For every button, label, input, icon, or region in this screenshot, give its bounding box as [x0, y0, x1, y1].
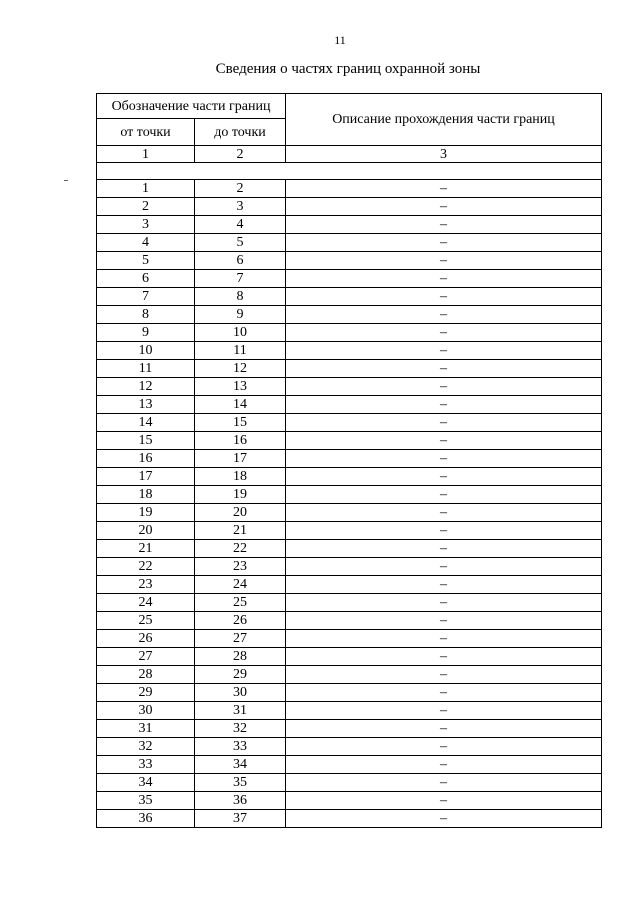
description-cell: – [286, 306, 602, 324]
from-point-cell: 14 [97, 414, 195, 432]
table-row [97, 306, 602, 324]
description-cell: – [286, 504, 602, 522]
table-row [97, 468, 602, 486]
from-point-cell: 15 [97, 432, 195, 450]
header-row-1 [97, 94, 602, 119]
from-point-cell: 11 [97, 360, 195, 378]
from-point-cell: 4 [97, 234, 195, 252]
description-cell: – [286, 522, 602, 540]
from-point-cell: 29 [97, 684, 195, 702]
header-to-point: до точки [195, 119, 286, 146]
to-point-cell: 24 [195, 576, 286, 594]
description-cell: – [286, 648, 602, 666]
blank-separator-row [97, 163, 602, 180]
to-point-cell: 32 [195, 720, 286, 738]
description-cell: – [286, 216, 602, 234]
column-number-2: 2 [195, 146, 286, 163]
table-row [97, 558, 602, 576]
from-point-cell: 27 [97, 648, 195, 666]
from-point-cell: 30 [97, 702, 195, 720]
from-point-cell: 32 [97, 738, 195, 756]
table-row [97, 486, 602, 504]
from-point-cell: 35 [97, 792, 195, 810]
table-row [97, 378, 602, 396]
to-point-cell: 30 [195, 684, 286, 702]
table-row [97, 810, 602, 828]
table-row [97, 684, 602, 702]
table-row [97, 522, 602, 540]
description-cell: – [286, 702, 602, 720]
description-cell: – [286, 360, 602, 378]
to-point-cell: 23 [195, 558, 286, 576]
header-boundary-description: Описание прохождения части границ [286, 94, 602, 146]
to-point-cell: 19 [195, 486, 286, 504]
to-point-cell: 8 [195, 288, 286, 306]
description-cell: – [286, 486, 602, 504]
from-point-cell: 34 [97, 774, 195, 792]
table-row [97, 270, 602, 288]
from-point-cell: 13 [97, 396, 195, 414]
from-point-cell: 7 [97, 288, 195, 306]
table-row [97, 774, 602, 792]
table-row [97, 252, 602, 270]
to-point-cell: 7 [195, 270, 286, 288]
to-point-cell: 6 [195, 252, 286, 270]
to-point-cell: 36 [195, 792, 286, 810]
to-point-cell: 22 [195, 540, 286, 558]
from-point-cell: 23 [97, 576, 195, 594]
to-point-cell: 10 [195, 324, 286, 342]
description-cell: – [286, 810, 602, 828]
from-point-cell: 17 [97, 468, 195, 486]
from-point-cell: 3 [97, 216, 195, 234]
to-point-cell: 37 [195, 810, 286, 828]
to-point-cell: 33 [195, 738, 286, 756]
description-cell: – [286, 234, 602, 252]
description-cell: – [286, 738, 602, 756]
description-cell: – [286, 198, 602, 216]
from-point-cell: 24 [97, 594, 195, 612]
description-cell: – [286, 756, 602, 774]
document-title: Сведения о частях границ охранной зоны [215, 61, 481, 77]
table-row [97, 216, 602, 234]
table-row [97, 630, 602, 648]
description-cell: – [286, 666, 602, 684]
description-cell: – [286, 594, 602, 612]
description-cell: – [286, 720, 602, 738]
table-row [97, 324, 602, 342]
table-row [97, 666, 602, 684]
description-cell: – [286, 612, 602, 630]
to-point-cell: 35 [195, 774, 286, 792]
description-cell: – [286, 324, 602, 342]
header-boundary-designation: Обозначение части границ [97, 94, 286, 119]
table-row [97, 648, 602, 666]
to-point-cell: 13 [195, 378, 286, 396]
from-point-cell: 22 [97, 558, 195, 576]
boundary-parts-table [96, 93, 602, 828]
table-row [97, 360, 602, 378]
from-point-cell: 5 [97, 252, 195, 270]
column-number-3: 3 [286, 146, 602, 163]
table-row [97, 738, 602, 756]
to-point-cell: 11 [195, 342, 286, 360]
to-point-cell: 18 [195, 468, 286, 486]
description-cell: – [286, 540, 602, 558]
from-point-cell: 2 [97, 198, 195, 216]
table-row [97, 396, 602, 414]
header-from-point: от точки [97, 119, 195, 146]
to-point-cell: 5 [195, 234, 286, 252]
description-cell: – [286, 378, 602, 396]
blank-separator-cell [97, 163, 602, 180]
table-row [97, 288, 602, 306]
to-point-cell: 9 [195, 306, 286, 324]
from-point-cell: 16 [97, 450, 195, 468]
to-point-cell: 14 [195, 396, 286, 414]
to-point-cell: 17 [195, 450, 286, 468]
from-point-cell: 9 [97, 324, 195, 342]
description-cell: – [286, 468, 602, 486]
to-point-cell: 28 [195, 648, 286, 666]
to-point-cell: 4 [195, 216, 286, 234]
table-row [97, 792, 602, 810]
to-point-cell: 12 [195, 360, 286, 378]
from-point-cell: 28 [97, 666, 195, 684]
to-point-cell: 21 [195, 522, 286, 540]
table-row [97, 342, 602, 360]
to-point-cell: 31 [195, 702, 286, 720]
column-number-1: 1 [97, 146, 195, 163]
description-cell: – [286, 252, 602, 270]
to-point-cell: 20 [195, 504, 286, 522]
to-point-cell: 27 [195, 630, 286, 648]
column-number-row [97, 146, 602, 163]
scan-mark [64, 180, 68, 181]
to-point-cell: 26 [195, 612, 286, 630]
description-cell: – [286, 432, 602, 450]
table-row [97, 720, 602, 738]
from-point-cell: 18 [97, 486, 195, 504]
from-point-cell: 19 [97, 504, 195, 522]
table-row [97, 414, 602, 432]
from-point-cell: 26 [97, 630, 195, 648]
table-row [97, 756, 602, 774]
to-point-cell: 16 [195, 432, 286, 450]
table-row [97, 594, 602, 612]
description-cell: – [286, 576, 602, 594]
from-point-cell: 8 [97, 306, 195, 324]
table-row [97, 432, 602, 450]
page-number: 11 [334, 33, 346, 47]
from-point-cell: 21 [97, 540, 195, 558]
from-point-cell: 25 [97, 612, 195, 630]
description-cell: – [286, 630, 602, 648]
table-row [97, 180, 602, 198]
to-point-cell: 29 [195, 666, 286, 684]
from-point-cell: 6 [97, 270, 195, 288]
from-point-cell: 12 [97, 378, 195, 396]
to-point-cell: 34 [195, 756, 286, 774]
table-row [97, 540, 602, 558]
description-cell: – [286, 342, 602, 360]
table-row [97, 198, 602, 216]
description-cell: – [286, 792, 602, 810]
description-cell: – [286, 558, 602, 576]
table-row [97, 612, 602, 630]
description-cell: – [286, 450, 602, 468]
table-row [97, 504, 602, 522]
description-cell: – [286, 414, 602, 432]
description-cell: – [286, 774, 602, 792]
from-point-cell: 1 [97, 180, 195, 198]
from-point-cell: 20 [97, 522, 195, 540]
table-row [97, 702, 602, 720]
from-point-cell: 36 [97, 810, 195, 828]
from-point-cell: 31 [97, 720, 195, 738]
description-cell: – [286, 270, 602, 288]
description-cell: – [286, 288, 602, 306]
to-point-cell: 3 [195, 198, 286, 216]
table-row [97, 576, 602, 594]
to-point-cell: 2 [195, 180, 286, 198]
description-cell: – [286, 396, 602, 414]
from-point-cell: 10 [97, 342, 195, 360]
description-cell: – [286, 684, 602, 702]
table-row [97, 234, 602, 252]
to-point-cell: 25 [195, 594, 286, 612]
to-point-cell: 15 [195, 414, 286, 432]
description-cell: – [286, 180, 602, 198]
table-row [97, 450, 602, 468]
from-point-cell: 33 [97, 756, 195, 774]
